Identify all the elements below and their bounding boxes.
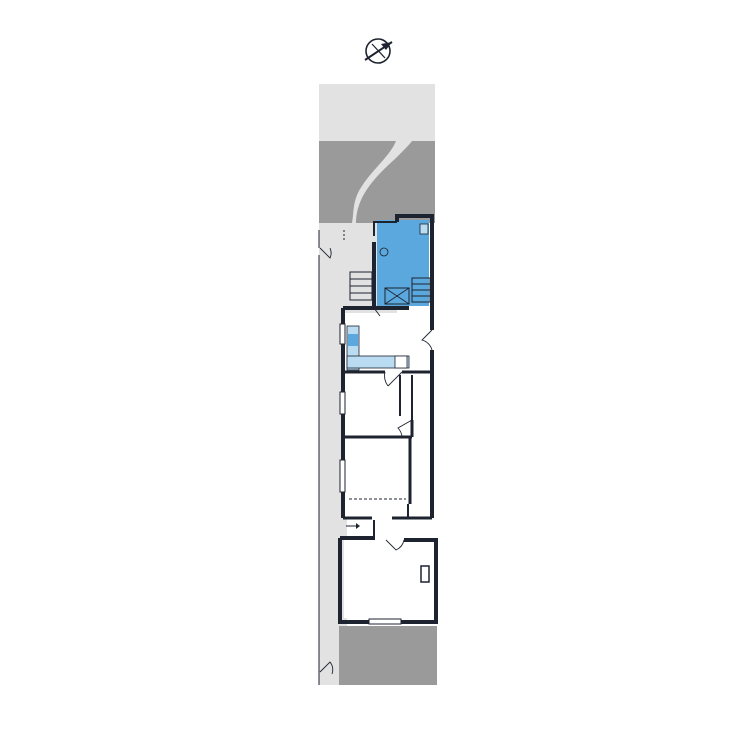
carport <box>319 84 435 141</box>
laundry-bath <box>377 220 429 306</box>
vanity <box>420 224 428 234</box>
sink-icon <box>348 334 358 346</box>
garden-bed <box>319 141 435 223</box>
compass <box>365 39 392 63</box>
carport-slab <box>319 84 435 141</box>
front-garden <box>339 626 437 685</box>
living-floor <box>344 540 432 618</box>
fridge-space <box>395 356 407 368</box>
compass-rose-icon <box>365 39 392 63</box>
entry-arrow-icon <box>346 523 360 529</box>
rear-garden <box>319 141 435 223</box>
